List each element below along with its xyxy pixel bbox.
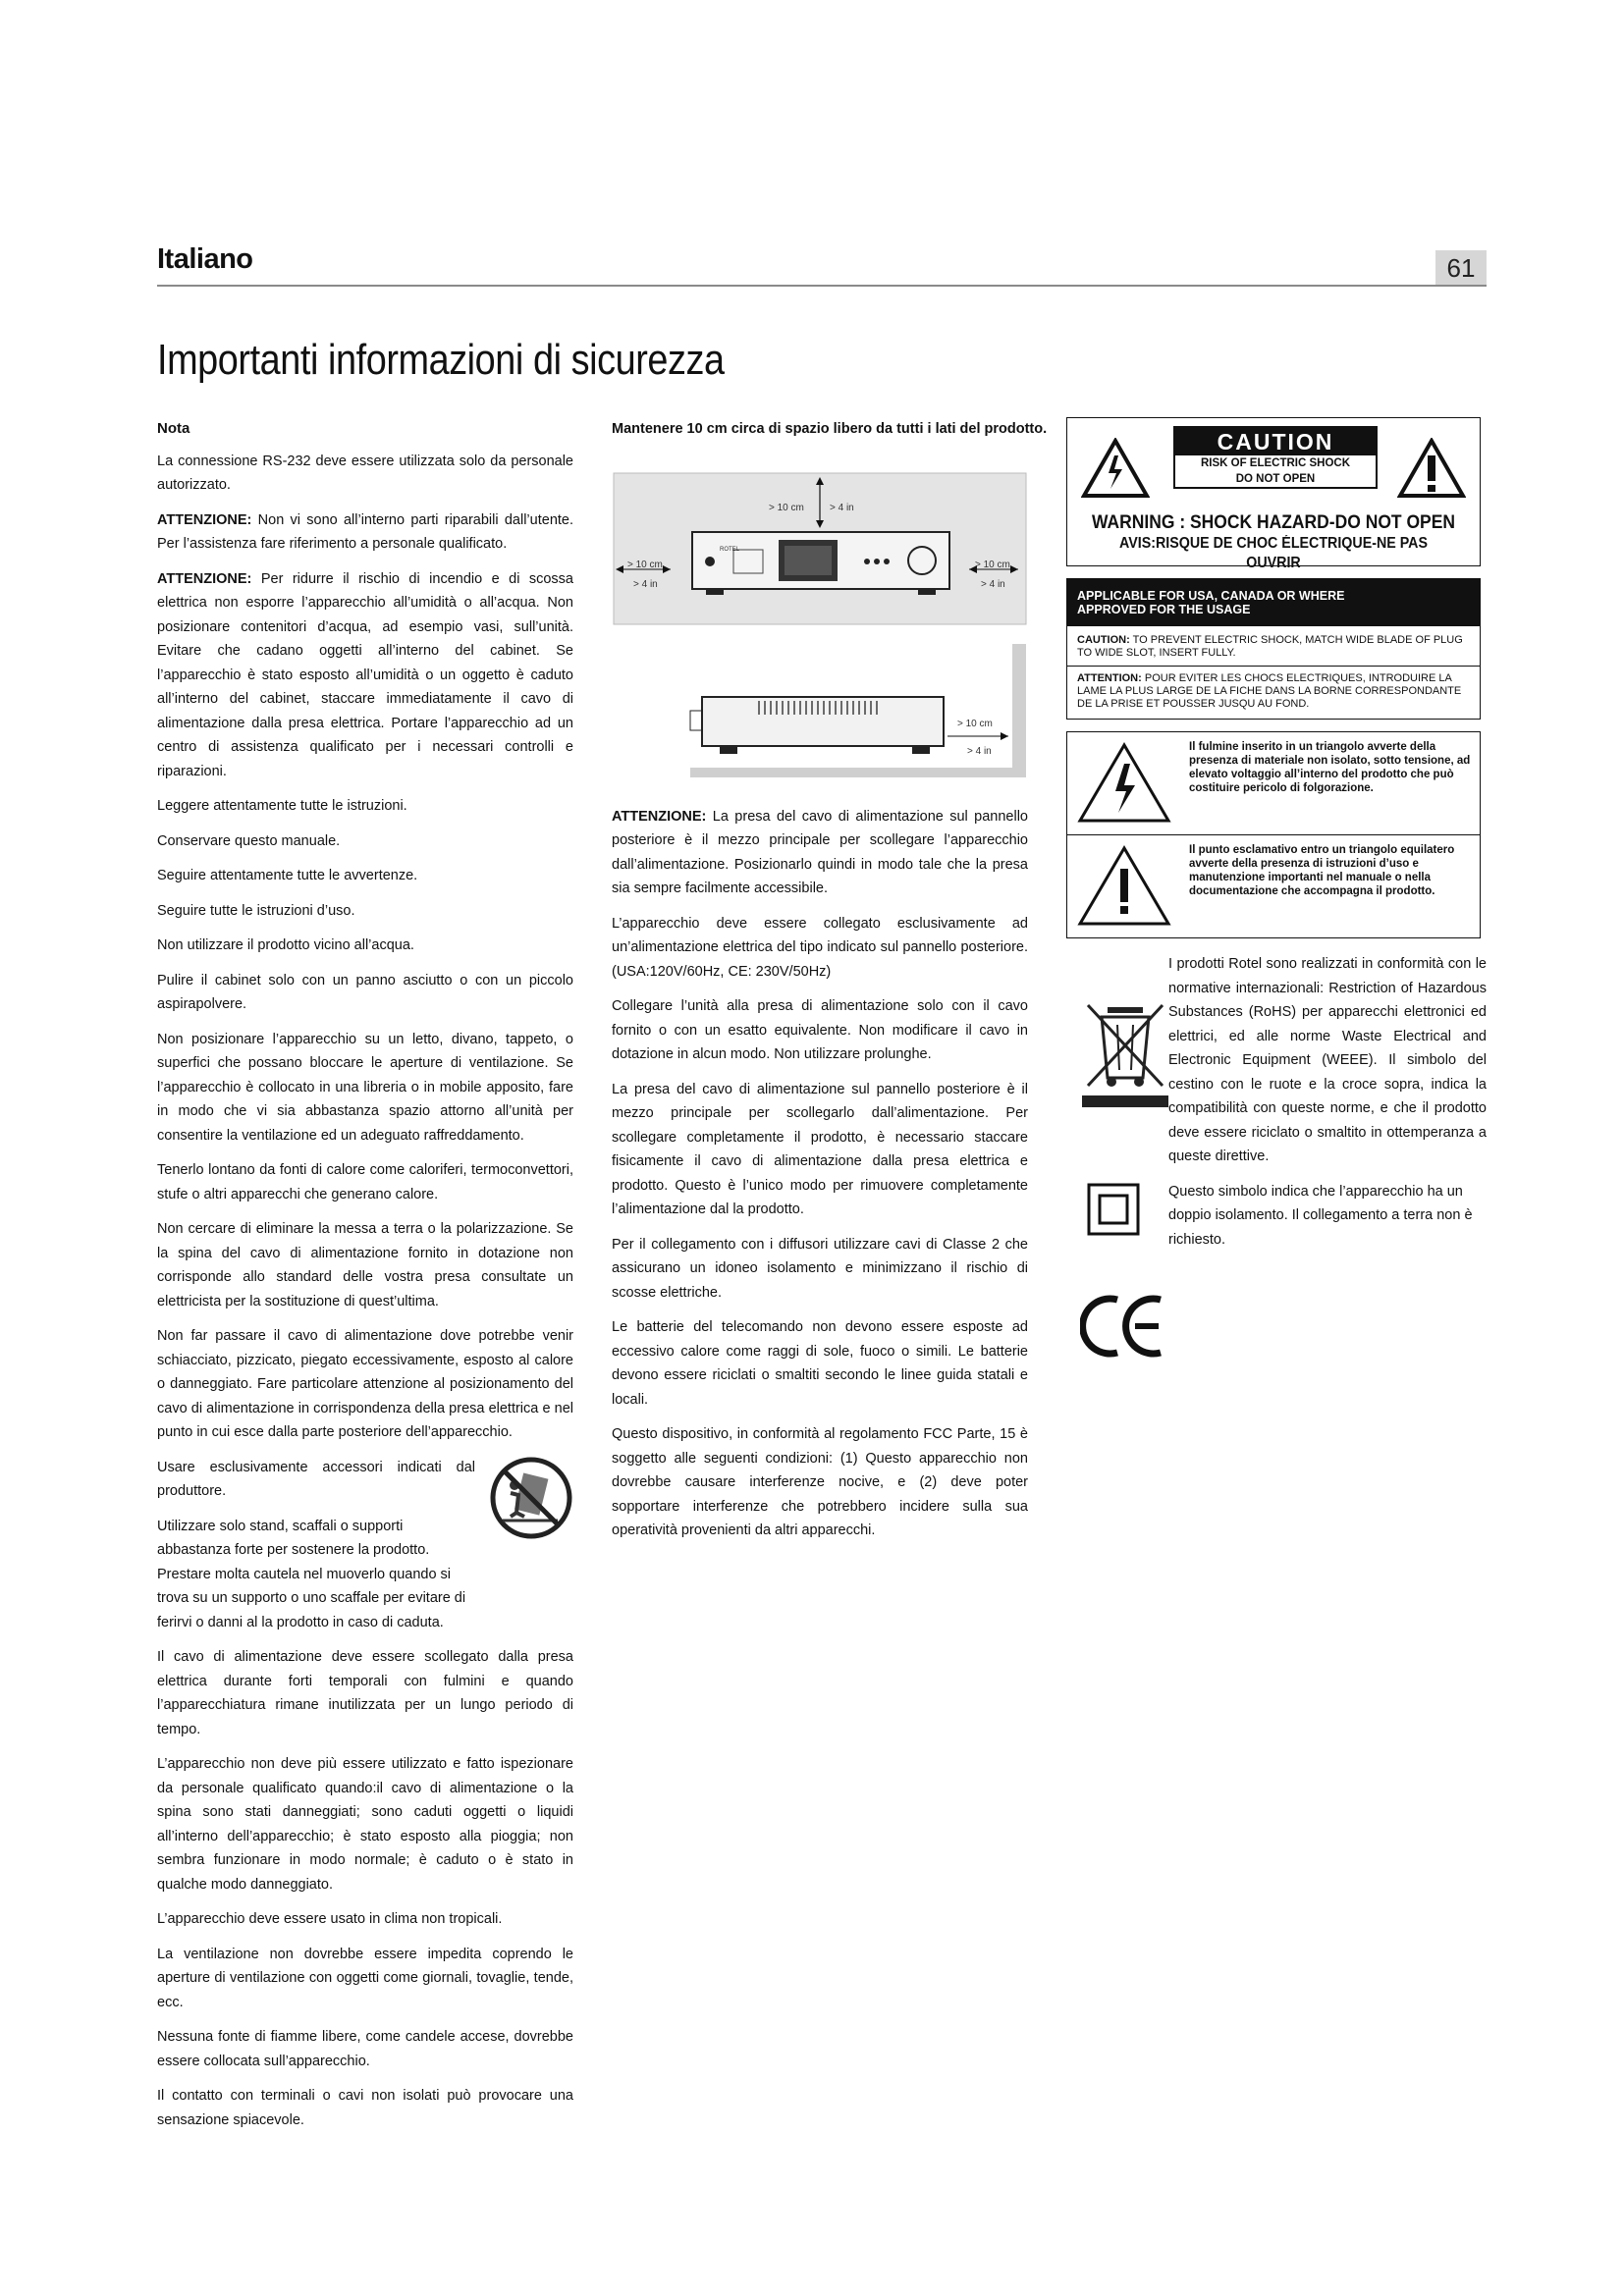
paragraph: La ventilazione non dovrebbe essere impedita coprendo le aperture di ventilazione con oggetti come giornali, tovaglie, tende, ecc. <box>157 1946 573 2010</box>
page-title: Importanti informazioni di sicurezza <box>157 336 725 384</box>
paragraph: Leggere attentamente tutte le istruzioni. <box>157 798 407 814</box>
symbol-explanation-box <box>1066 731 1481 938</box>
lightning-explanation-text: Il fulmine inserito in un triangolo avverte della presenza di materiale non isolato, sotto tensione, ad elevato voltaggio all’interno del prodotto che può costituire pericolo di folgorazione. <box>1189 741 1471 794</box>
left-clearance-label-in: > 4 in <box>633 578 658 590</box>
paragraph: Conservare questo manuale. <box>157 832 341 849</box>
weee-section <box>1066 952 1487 1169</box>
paragraph: Collegare l’unità alla presa di alimentazione solo con il cavo fornito o con un esatto equivalente. Non modificare il cavo in dotazione in alcun modo. Non utilizzare prolunghe. <box>612 998 1028 1062</box>
column-1 <box>157 417 573 2143</box>
left-clearance-label: > 10 cm <box>627 559 663 570</box>
stand-warning-block <box>157 1456 573 1635</box>
front-clearance-diagram <box>612 471 1028 626</box>
paragraph: Non utilizzare il prodotto vicino all’acqua. <box>157 937 414 953</box>
paragraph: Usare esclusivamente accessori indicati dal produttore. <box>157 1459 475 1499</box>
double-insulation-text: Questo simbolo indica che l’apparecchio ha un doppio isolamento. Il collegamento a terra non è richiesto. <box>1168 1183 1473 1248</box>
exclamation-triangle-icon <box>1075 843 1173 928</box>
paragraph: Non posizionare l’apparecchio su un letto, divano, tappeto, o superfici che possano bloccare le aperture di ventilazione. Se l’apparecchio è collocato in una libreria o in mobile apposito, fare in modo che vi sia abbastanza spazio attorno all’unità per consentire la ventilazione ed un adeguato raffreddamento. <box>157 1031 573 1144</box>
lightning-explanation <box>1067 732 1480 835</box>
paragraph: Pulire il cabinet solo con un panno asciutto o con un piccolo aspirapolvere. <box>157 972 573 1012</box>
right-clearance-label: > 10 cm <box>975 559 1010 570</box>
lightning-triangle-icon <box>1081 438 1150 499</box>
risk-line-2: DO NOT OPEN <box>1235 473 1316 485</box>
exclamation-explanation <box>1067 835 1480 937</box>
top-clearance-label-in: > 4 in <box>830 502 854 513</box>
paragraph: Nessuna fonte di fiamme libere, come candele accese, dovrebbe essere collocata sull’apparecchio. <box>157 2029 573 2069</box>
caution-title: CAUTION <box>1175 428 1376 455</box>
back-clearance-label: > 10 cm <box>957 718 993 729</box>
paragraph: Non far passare il cavo di alimentazione dove potrebbe venir schiacciato, pizzicato, piegato eccessivamente, esposto al calore o danneggiato. Fare particolare attenzione al posizionamento del cavo di alimentazione in corrispondenza della presa elettrica e nel punto in cui esce dalla parte posteriore dell’apparecchio. <box>157 1328 573 1440</box>
applicable-line-1: APPLICABLE FOR USA, CANADA OR WHERE <box>1077 589 1345 603</box>
paragraph: Questo dispositivo, in conformità al regolamento FCC Parte, 15 è soggetto alle seguenti condizioni: (1) Questo apparecchio non dovrebbe causare interferenze nocive, e (2) deve poter sopportare interferenze che potrebbero incidere sulla sua operatività provenienti da altri apparecchi. <box>612 1426 1028 1538</box>
caution-plug-text: CAUTION: TO PREVENT ELECTRIC SHOCK, MATCH WIDE BLADE OF PLUG TO WIDE SLOT, INSERT FULLY. <box>1067 626 1480 667</box>
paragraph: ATTENZIONE: Per ridurre il rischio di incendio e di scossa elettrica non esporre l’apparecchio all’umidità o all’acqua. Non posizionare contenitori d’acqua, ad esempio vasi, sull’unità. Evitare che cadano oggetti all’interno del cabinet. Se l’apparecchio è stato esposto all’umidità o un oggetto è caduto all’interno del cabinet, staccare immediatamente il cavo di alimentazione dalla presa elettrica. Portare l’apparecchio ad un centro di assistenza qualificato per i necessari controlli e riparazioni. <box>157 570 573 779</box>
column-2 <box>612 417 1048 1554</box>
clearance-heading: Mantenere 10 cm circa di spazio libero da tutti i lati del prodotto. <box>612 421 1048 437</box>
double-insulation-section <box>1066 1180 1487 1253</box>
header-rule <box>157 285 1487 287</box>
ce-mark-icon <box>1080 1292 1487 1369</box>
weee-text: I prodotti Rotel sono realizzati in conformità con le normative internazionali: Restriction of Hazardous Substances (RoHS) per apparecchi elettronici ed elettrici, ed alle norme Waste Electrical and Electronic Equipment (WEEE). Il simbolo del cestino con le ruote e la croce sopra, indica la compatibilità con queste norme, e che il prodotto deve essere riciclato o smaltito in ottemperanza a queste direttive. <box>1168 956 1487 1164</box>
paragraph: Il cavo di alimentazione deve essere scollegato dalla presa elettrica durante forti temporali con fulmini e quando l’apparecchiatura rimane inutilizzata per un lungo periodo di tempo. <box>157 1649 573 1737</box>
attention-plug-text: ATTENTION: POUR EVITER LES CHOCS ELECTRIQUES, INTRODUIRE LA LAME LA PLUS LARGE DE LA FICHE DANS LA BORNE CORRESPONDANTE DE LA PRISE ET POUSSER JUSQU AU FOND. <box>1077 672 1462 710</box>
exclamation-explanation-text: Il punto esclamativo entro un triangolo equilatero avverte della presenza di istruzioni d’uso e manutenzione importanti nel manuale o nella documentazione che accompagna il prodotto. <box>1189 844 1455 897</box>
paragraph: Per il collegamento con i diffusori utilizzare cavi di Classe 2 che assicurano un idoneo isolamento e minimizzano il rischio di scosse elettriche. <box>612 1236 1028 1301</box>
applicable-line-2: APPROVED FOR THE USAGE <box>1077 603 1251 616</box>
column-3 <box>1066 417 1487 1368</box>
ce-mark-graphic <box>1080 1292 1168 1361</box>
cart-tipover-icon <box>489 1456 573 1540</box>
warning-line: WARNING : SHOCK HAZARD-DO NOT OPEN <box>1092 512 1455 533</box>
paragraph: Il contatto con terminali o cavi non isolati può provocare una sensazione spiacevole. <box>157 2088 573 2128</box>
paragraph: Seguire tutte le istruzioni d’uso. <box>157 902 355 919</box>
plug-caution-box <box>1066 578 1481 720</box>
section-heading: Nota <box>157 420 190 437</box>
paragraph: L’apparecchio deve essere collegato esclusivamente ad un’alimentazione elettrica del tipo indicato sul pannello posteriore. (USA:120V/60Hz, CE: 230V/50Hz) <box>612 915 1028 980</box>
caution-label-box <box>1066 417 1481 571</box>
clearance-figure-front <box>612 471 1028 626</box>
paragraph: ATTENZIONE: Non vi sono all’interno parti riparabili dall’utente. Per l’assistenza fare riferimento a personale qualificato. <box>157 511 573 552</box>
paragraph: Seguire attentamente tutte le avvertenze. <box>157 868 418 883</box>
ce-mark-text <box>1168 1292 1169 1293</box>
double-insulation-icon <box>1086 1182 1141 1237</box>
paragraph: La presa del cavo di alimentazione sul pannello posteriore è il mezzo principale per scollegarlo dall’alimentazione. Per scollegare completamente il prodotto, è necessario staccare fisicamente il cavo di alimentazione dalla presa elettrica e prodotto. Questo è l’unico modo per rimuovere completamente l’alimentazione dal la prodotto. <box>612 1081 1028 1217</box>
paragraph: Utilizzare solo stand, scaffali o supporti abbastanza forte per sostenere la prodotto. Prestare molta cautela nel muoverlo quando si trova su un supporto o uno scaffale per evitare di ferirvi o danni al la prodotto in caso di caduta. <box>157 1518 466 1630</box>
lightning-triangle-icon <box>1075 740 1173 825</box>
weee-bin-icon <box>1078 991 1172 1109</box>
rear-clearance-diagram <box>612 642 1028 779</box>
paragraph: ATTENZIONE: La presa del cavo di alimentazione sul pannello posteriore è il mezzo principale per scollegare l’apparecchio dall’alimentazione. Posizionarlo quindi in modo tale che la presa sia sempre facilmente accessibile. <box>612 808 1028 896</box>
device-brand: ROTEL <box>720 546 740 553</box>
paragraph: Non cercare di eliminare la messa a terra o la polarizzazione. Se la spina del cavo di alimentazione fornito in dotazione non corrisponde allo standard delle vostra presa consultate un elettricista per la sostituzione di quest’ultima. <box>157 1221 573 1309</box>
paragraph: Tenerlo lontano da fonti di calore come caloriferi, termoconvettori, stufe o altri apparecchi che generano calore. <box>157 1162 573 1202</box>
language-header: Italiano <box>157 243 253 275</box>
clearance-figure-side <box>612 642 1028 779</box>
exclamation-triangle-icon <box>1397 438 1466 499</box>
page-number: 61 <box>1435 250 1487 286</box>
paragraph: La connessione RS-232 deve essere utilizzata solo da personale autorizzato. <box>157 453 573 493</box>
top-clearance-label: > 10 cm <box>769 502 804 513</box>
applicable-heading <box>1067 579 1480 626</box>
caution-center <box>1173 426 1378 489</box>
paragraph: L’apparecchio deve essere usato in clima non tropicali. <box>157 1911 503 1927</box>
paragraph: Le batterie del telecomando non devono essere esposte ad eccessivo calore come raggi di sole, fuoco o simili. Le batterie devono essere riciclati o smaltiti secondo le linee guida statali e locali. <box>612 1319 1028 1408</box>
paragraph: L’apparecchio non deve più essere utilizzato e fatto ispezionare da personale qualificato quando:il cavo di alimentazione o la spina sono stati danneggiati; sono caduti oggetti o liquidi all’interno dell’apparecchio; è stato esposto alla pioggia; non sembra funzionare in modo normale; è caduto o è stato in qualche modo danneggiato. <box>157 1756 573 1893</box>
risk-line-1: RISK OF ELECTRIC SHOCK <box>1200 457 1351 469</box>
back-clearance-label-in: > 4 in <box>967 745 992 757</box>
right-clearance-label-in: > 4 in <box>981 578 1005 590</box>
avis-line: AVIS:RISQUE DE CHOC ÉLECTRIQUE-NE PAS OUVRIR <box>1118 535 1429 571</box>
